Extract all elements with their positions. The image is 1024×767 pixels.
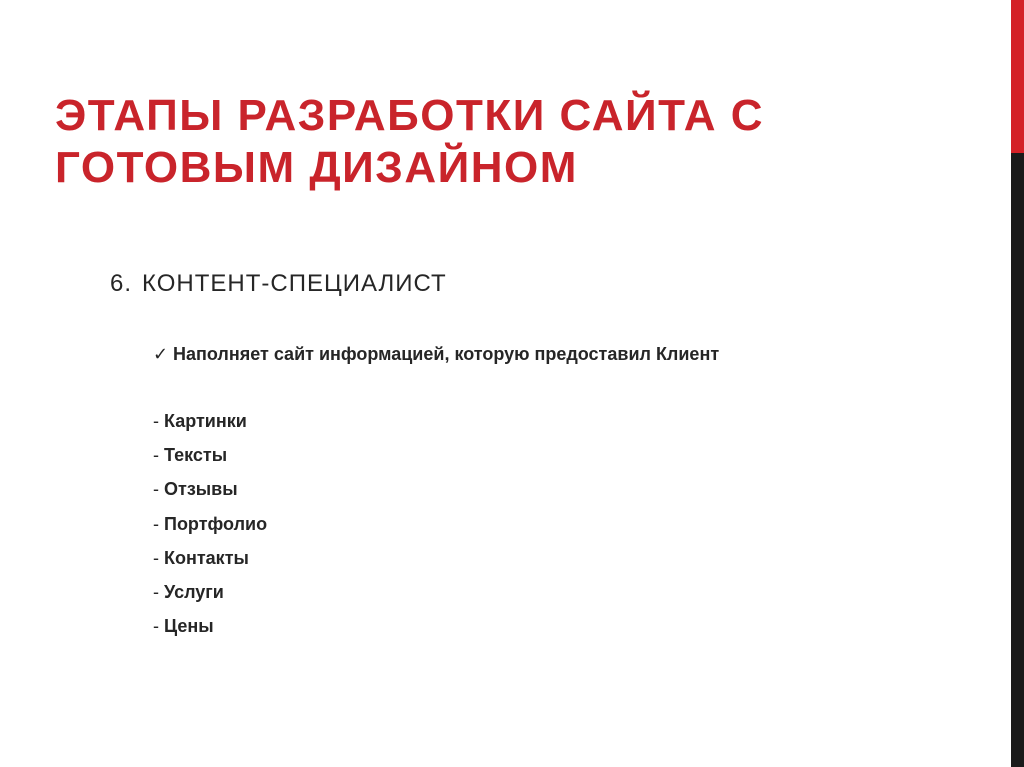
list-item [153,441,267,475]
list-marker: - [153,581,159,602]
check-item-text: Наполняет сайт информацией, которую предоставил Клиент [173,344,720,364]
list-item-label: Портфолио [164,513,268,534]
list-item-label: Цены [164,616,214,637]
section-heading [110,268,447,300]
list-item [153,475,267,509]
section-heading-text: КОНТЕНТ-СПЕЦИАЛИСТ [142,270,447,297]
list-marker: - [153,547,159,568]
list-item-label: Услуги [164,581,224,602]
check-icon: ✓ [153,344,169,364]
list-marker: - [153,445,159,466]
list-item-label: Тексты [164,445,228,466]
list-item [153,407,267,441]
list-item [153,578,267,612]
content-list [153,407,267,646]
slide-title-line-2: ГОТОВЫМ ДИЗАЙНОМ [55,143,578,192]
list-marker: - [153,479,159,500]
list-item-label: Контакты [164,547,249,568]
list-marker: - [153,616,159,637]
accent-bar-red [1011,0,1024,153]
list-item [153,544,267,578]
list-item-label: Картинки [164,411,247,431]
list-item [153,510,267,544]
list-item-label: Отзывы [164,479,238,500]
section-number: 6. [110,270,133,297]
list-marker: - [153,411,159,431]
slide-title [55,90,955,194]
accent-bar-dark [1011,153,1024,767]
slide-title-line-1: ЭТАПЫ РАЗРАБОТКИ САЙТА С [55,91,764,140]
list-marker: - [153,513,159,534]
check-item [153,341,719,367]
list-item [153,612,267,646]
